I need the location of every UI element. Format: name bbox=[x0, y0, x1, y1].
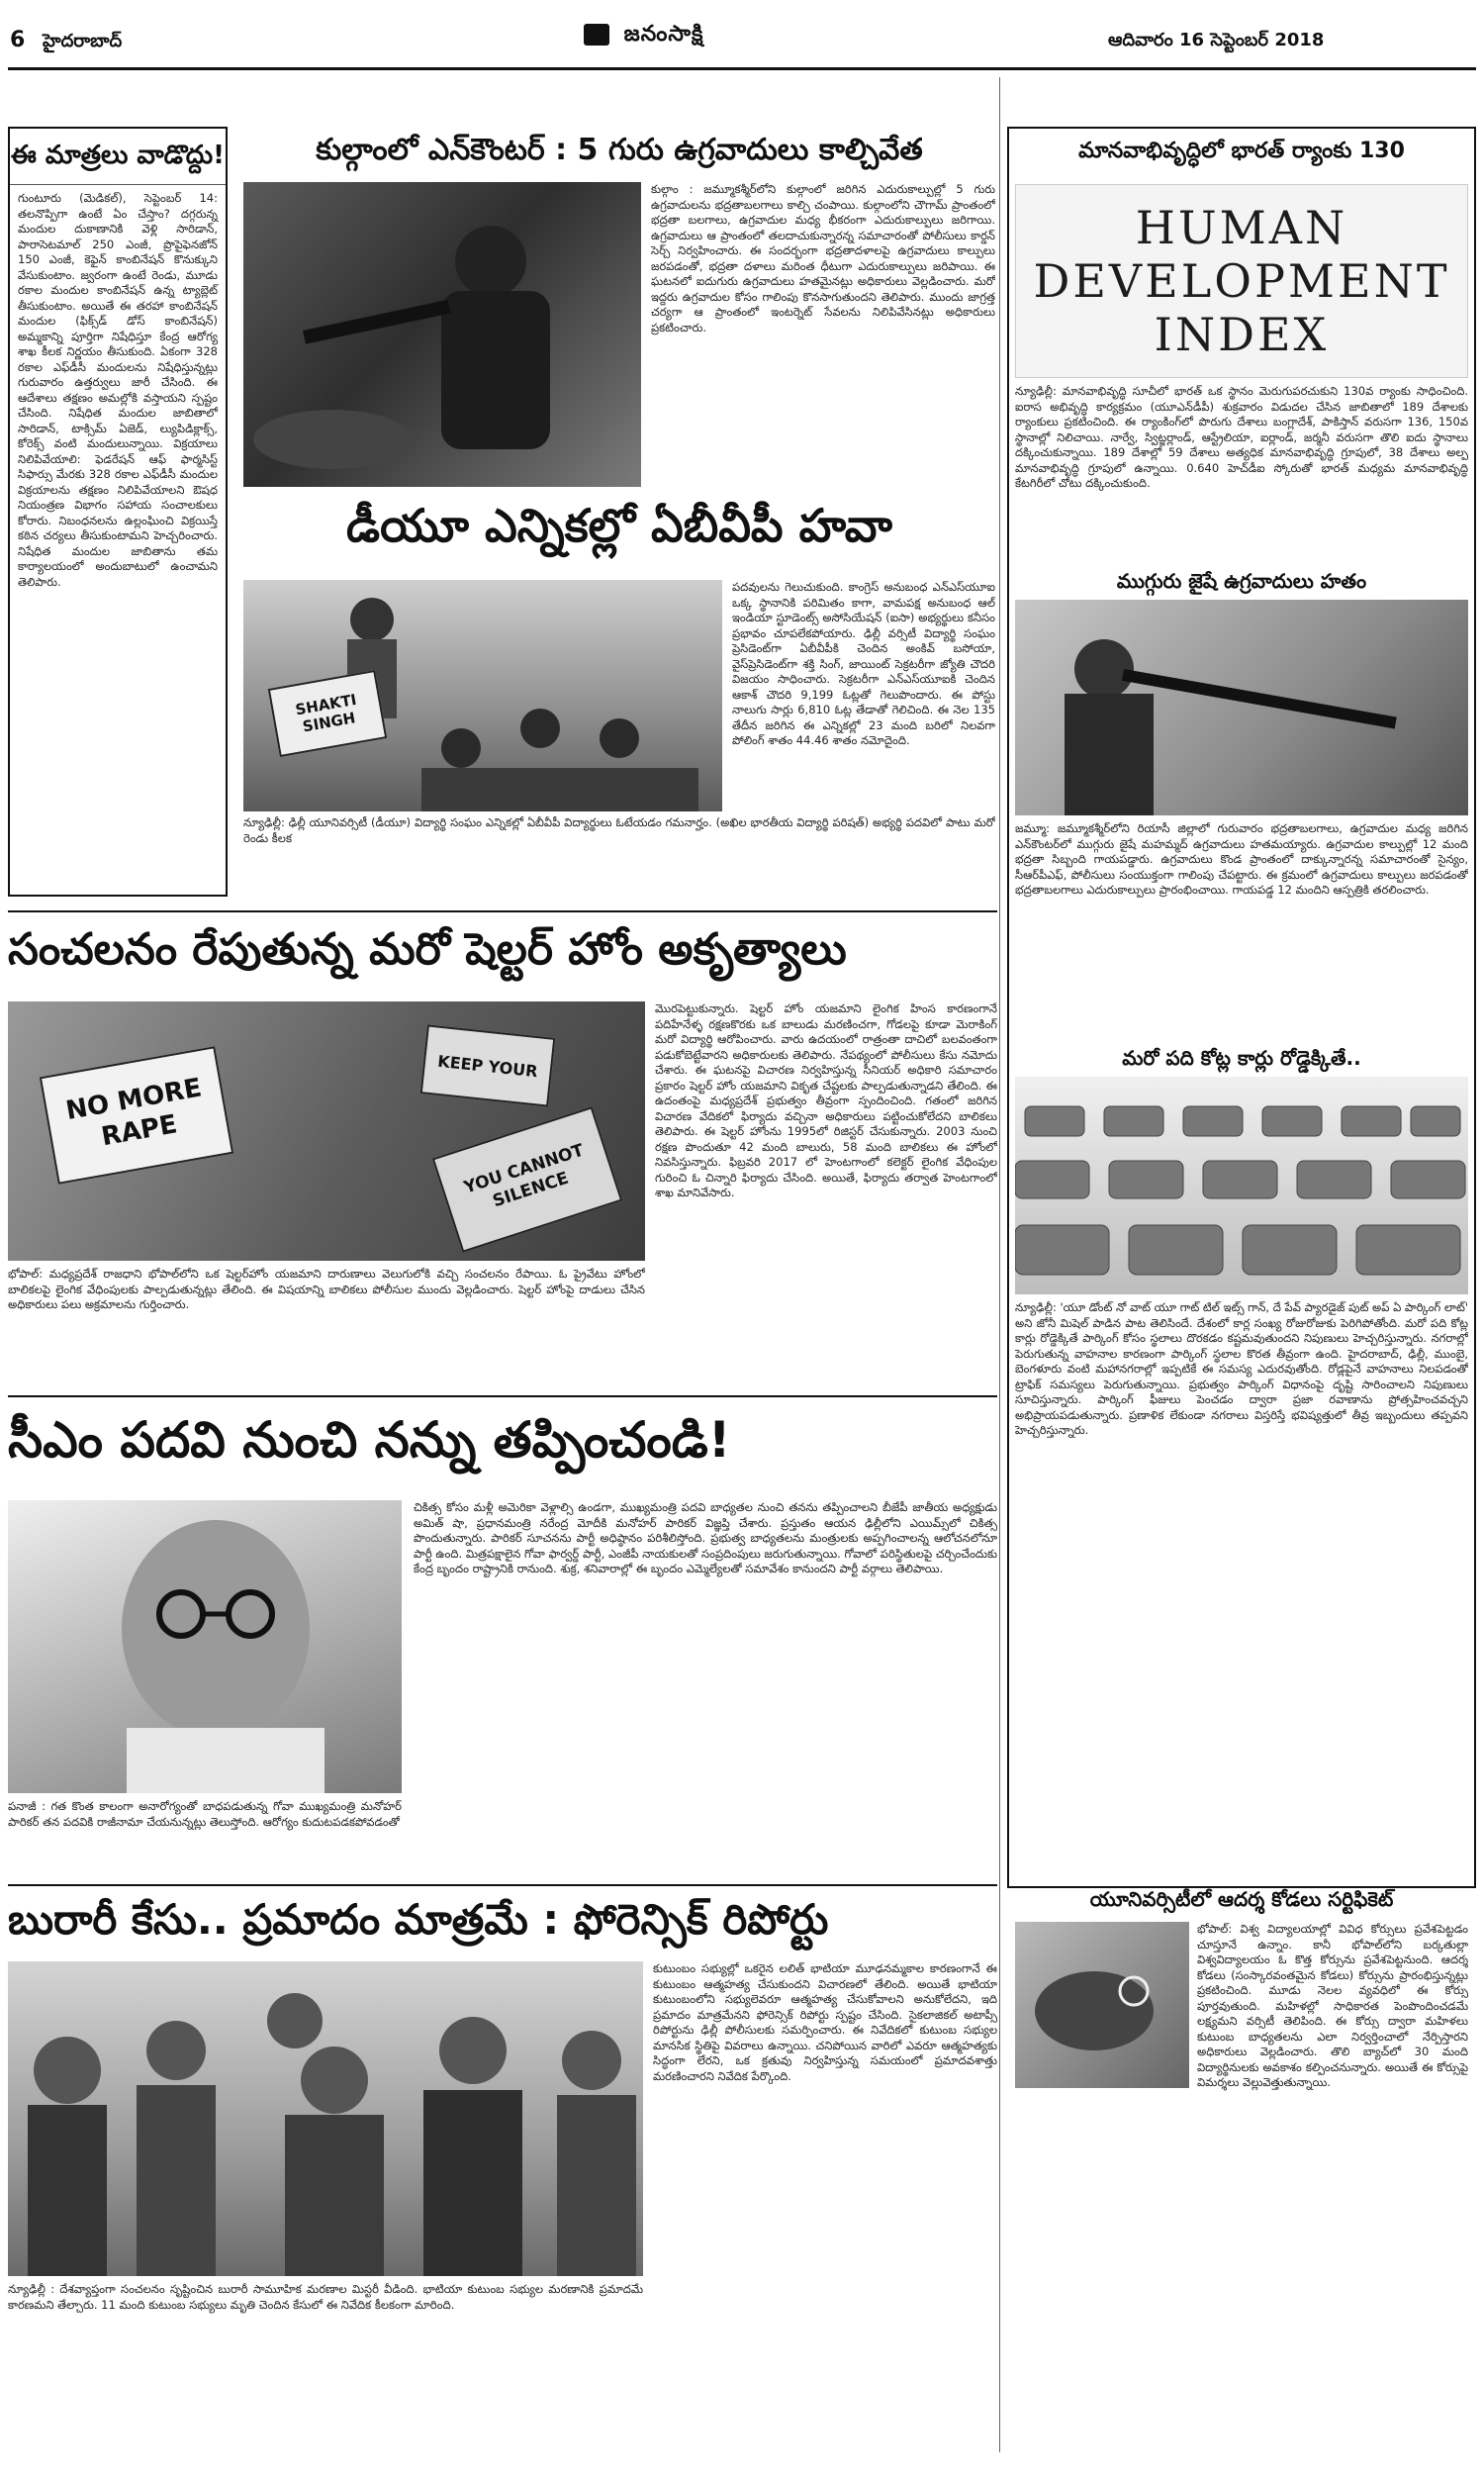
hdi-line: INDEX bbox=[1154, 308, 1330, 361]
shakti-singh-placard: SHAKTI SINGH bbox=[268, 670, 387, 757]
soldier-image-icon bbox=[243, 182, 641, 487]
sidebar-story-body: గుంటూరు (మెడికల్), సెప్టెంబర్ 14: తలనొప్పిగా ఉంటే ఏం చేస్తాం? దగ్గరున్న మందుల దుకాణానికి వెళ్లి సారిడాన్, పారాసెటమాల్ 250 ఎంజీ, ప్రొపైఫెనజోన్ 150 ఎంజీ, కెఫైన్ కాంబినేషన్ కొనుక్కుని వేసుకుంటాం. జ్వరంగా ఉంటే రెండు, మూడు రకాల మందుల కాంబినేషన్ ఉన్న ట్యాబ్లెట్ తీసుకుంటాం. అయితే ఈ తరహా కాంబినేషన్ మందుల (ఫిక్స్‌డ్ డోస్ కాంబినేషన్) అమ్మకాన్ని పూర్తిగా నిషేధిస్తూ కేంద్ర ఆరోగ్య శాఖ కీలక నిర్ణయం తీసుకుంది. ఏకంగా 328 రకాల ఎఫ్‌డీసీ మందులను నిషేధిస్తున్నట్లు గురువారం ఉత్తర్వులు జారీ చేసింది. ఈ ఆదేశాలు తక్షణం అమల్లోకి వస్తాయని స్పష్టం చేసింది. నిషేధిత మందుల జాబితాలో సారిడాన్, టాక్సిమ్ ఏజెడ్, ల్యుపిడిక్లాక్స్, కోరెక్స్ వంటి మందులున్నాయి. విక్రయాలు నిలిపివేయాలి: ఫెడరేషన్ ఆఫ్ ఫార్మసిస్ట్ సిఫార్సు మేరకు 328 రకాల ఎఫ్‌డీసీ మందుల విక్రయాలను తక్షణం నిలిపివేయాలని ఔషధ నియంత్రణ విభాగం సహాయ సంచాలకులు కోరారు. నిబంధనలను ఉల్లంఘించి విక్రయిస్తే కఠిన చర్యలు తీసుకుంటామని హెచ్చరించారు. నిషేధిత మందుల జాబితాను తమ కార్యాలయంలో అందుబాటులో ఉంచామని తెలిపారు. bbox=[18, 191, 218, 589]
section-rule bbox=[8, 910, 997, 912]
hdi-body: న్యూఢిల్లీ: మానవాభివృద్ధి సూచీలో భారత్ ఒక స్థానం మెరుగుపరచుకుని 130వ ర్యాంకు సాధించింది. ఐరాస అభివృద్ధి కార్యక్రమం (యూఎన్‌డీపీ) శుక్రవారం విడుదల చేసిన జాబితాలో 189 దేశాలకు ర్యాంకులు ప్రకటించింది. ఈ ర్యాంకింగ్‌లో పొరుగు దేశాలు బంగ్లాదేశ్, పాకిస్తాన్ వరుసగా 136, 150వ స్థానాల్లో నిలిచాయి. నార్వే, స్విట్జర్లాండ్, ఆస్ట్రేలియా, ఐర్లాండ్, జర్మనీ వరుసగా తొలి ఐదు స్థానాలు దక్కించుకున్నాయి. 189 దేశాల్లో 59 దేశాలు అత్యధిక మానవాభివృద్ధి గ్రూపులో, 38 దేశాలు అల్ప మానవాభివృద్ధి గ్రూపులో ఉన్నాయి. 0.640 హెచ్‌డీఐ స్కోరుతో భారత్ మధ్యమ మానవాభివృద్ధి కేటగిరీలో చోటు దక్కించుకుంది. bbox=[1015, 384, 1468, 490]
encounter-body: కుల్గాం : జమ్మూకశ్మీర్‌లోని కుల్గాంలో జరిగిన ఎదురుకాల్పుల్లో 5 గురు ఉగ్రవాదులను భద్రతాబలగాలు కాల్చి చంపాయి. కుల్గాంలోని చౌగామ్ ప్రాంతంలో భద్రతా బలగాలు, ఉగ్రవాదుల మధ్య భీకరంగా ఎదురుకాల్పులు జరిగాయి. ఉగ్రవాదులు ఆ ప్రాంతంలో తలదాచుకున్నారన్న సమాచారంతో పోలీసులు కార్డన్ సెర్చ్ నిర్వహించారు. ఈ సందర్భంగా భద్రతాదళాలపై ఉగ్రవాదులు కాల్పులు జరపడంతో, భద్రతా దళాలు మరింత ధీటుగా ఎదురుకాల్పులు జరిపాయి. ఈ ఘటనలో ఐదుగురు ఉగ్రవాదులు హతమైనట్లు అధికారులు వెల్లడించారు. మరో ఇద్దరు ఉగ్రవాదుల కోసం గాలింపు కొనసాగుతుందని తెలిపారు. ముందు జాగ్రత్త చర్యగా ఆ ప్రాంతంలో ఇంటర్నెట్ సేవలను నిలిపివేసినట్లు అధికారులు ప్రకటించారు. bbox=[651, 182, 995, 334]
photo-spacer bbox=[1015, 1922, 1197, 2092]
headline-burari: బురారీ కేసు.. ప్రమాదం మాత్రమే : ఫోరెన్సిక్ రిపోర్టు bbox=[8, 1895, 829, 1944]
soldier-rifle-image-icon bbox=[1015, 600, 1468, 815]
encounter-photo bbox=[243, 182, 641, 487]
headline-shelter-home: సంచలనం రేపుతున్న మరో షెల్టర్ హోం అకృత్యాలు bbox=[8, 924, 847, 975]
headline-cars: మరో పది కోట్ల కార్లు రోడ్డెక్కితే.. bbox=[1122, 1046, 1361, 1070]
paper-name: జనంసాక్షి bbox=[584, 22, 704, 51]
ideal-daughter-in-law-text: భోపాల్: విశ్వ విద్యాలయాల్లో వివిధ కోర్సులు ప్రవేశపెట్టడం చూస్తూనే ఉన్నాం. కానీ భోపాల్‌లోని బర్కతుల్లా విశ్వవిద్యాలయం ఓ కొత్త కోర్సును ప్రవేశపెట్టనుంది. ఆదర్శ కోడలు (సంస్కారవంతమైన కోడలు) కోర్సును ప్రారంభిస్తున్నట్లు ప్రకటించింది. మూడు నెలల వ్యవధిలో ఈ కోర్సు పూర్తవుతుంది. మహిళల్లో సాధికారత పెంపొందించడమే లక్ష్యమని వర్సిటీ తెలిపింది. ఈ కోర్సు ద్వారా మహిళలు కుటుంబ బాధ్యతలను ఎలా నిర్వర్తించాలో నేర్పిస్తారని అధికారులు వెల్లడించారు. తొలి బ్యాచ్‌లో 30 మంది విద్యార్థినులకు అవకాశం కల్పించనున్నారు. అయితే ఈ కోర్సుపై విమర్శలు వెల్లువెత్తుతున్నాయి. bbox=[1197, 1922, 1468, 2089]
page-number: 6 bbox=[10, 28, 26, 52]
sidebar-story-pills bbox=[8, 127, 228, 897]
family-image-icon bbox=[8, 1961, 643, 2276]
column-rule bbox=[999, 77, 1000, 2452]
burari-body: కుటుంబం సభ్యుల్లో ఒకరైన లలిత్ భాటియా మూఢనమ్మకాల కారణంగానే ఈ కుటుంబం ఆత్మహత్య చేసుకుందని విచారణలో తేలింది. అయితే భాటియా కుటుంబంలోని సభ్యులెవరూ ఆత్మహత్య చేసుకోవాలని అనుకోలేదని, ఇది ప్రమాదం మాత్రమేనని ఫోరెన్సిక్ రిపోర్టు స్పష్టం చేసింది. సైకలాజికల్ అటాప్సీ రిపోర్టును ఢిల్లీ పోలీసులకు సమర్పించారు. ఈ నివేదికలో కుటుంబ సభ్యుల మానసిక స్థితిపై వివరాలు ఉన్నాయి. చనిపోయిన వారిలో ఎవరూ ఆత్మహత్యకు సిద్ధంగా లేరని, ఒక క్రతువు నిర్వహిస్తున్న సమయంలో ప్రమాదవశాత్తు మరణించారని నివేదిక పేర్కొంది. bbox=[653, 1961, 997, 2083]
du-elections-body: పదవులను గెలుచుకుంది. కాంగ్రెస్ అనుబంధ ఎన్‌ఎస్‌యూఐ ఒక్క స్థానానికి పరిమితం కాగా, వామపక్ష అనుబంధ ఆల్ ఇండియా స్టూడెంట్స్ అసోసియేషన్ (ఐసా) అభ్యర్థులు కనీసం ప్రభావం చూపలేకపోయారు. ఢిల్లీ వర్సిటీ విద్యార్థి సంఘం ప్రెసిడెంట్‌గా ఏబీవీపీకి చెందిన అంకివ్ బసోయా, వైస్‌ప్రెసిడెంట్‌గా శక్తి సింగ్, జాయింట్ సెక్రటరీగా జ్యోతి చౌదరి విజయం సాధించారు. సెక్రటరీగా ఎన్‌ఎస్‌యూఐకి చెందిన ఆకాశ్ చౌదరి 9,199 ఓట్లతో గెలుపొందారు. ఈ పోస్టు నాలుగు సార్లు 6,810 ఓట్ల తేడాతో గెలిచింది. ఈ నెల 135 తేదీన జరిగిన ఈ ఎన్నికల్లో 23 మంది బరిలో నిలవగా పోలింగ్ శాతం 44.46 శాతం నమోదైంది. bbox=[732, 580, 995, 747]
ideal-daughter-in-law-body bbox=[1015, 1922, 1468, 2337]
headline-encounter: కుల్గాంలో ఎన్‌కౌంటర్ : 5 గురు ఉగ్రవాదులు కాల్చివేత bbox=[316, 133, 923, 167]
hdi-line: DEVELOPMENT bbox=[1033, 254, 1450, 308]
protest-photo bbox=[8, 1001, 645, 1261]
hdi-image bbox=[1015, 184, 1468, 378]
du-elections-photo bbox=[243, 580, 722, 811]
issue-date: ఆదివారం 16 సెప్టెంబర్ 2018 bbox=[1108, 30, 1325, 50]
shelter-home-body: మొరపెట్టుకున్నారు. షెల్టర్ హోం యజమాని లైంగిక హింస కారణంగానే పదిహేనేళ్ళ రక్షణకొరకు ఒక బాలుడు మరణించగా, గోడలపై కూడా మెరాకింగ్ మరో విద్యార్థి ఆరోపించారు. వారు ఉదయంలో రాత్రంతా దాచిలో బలవంతంగా పడుకోబెట్టేవారని అధికారులకు తెలిపారు. నేపథ్యంలో పోలీసులు కేసు నమోదు చేశారు. ఈ ఘటనపై విచారణ నిర్వహిస్తున్న సీనియర్ అధికారి సమాచారం ప్రకారం షెల్టర్ హోం యజమాని వికృత చేష్టలకు పాల్పడుతున్నాడని తేలింది. ఈ ఉదంతంపై మధ్యప్రదేశ్ ప్రభుత్వం తీవ్రంగా స్పందించింది. గతంలో జరిగిన విచారణ వేదికలో ఫిర్యాదు వచ్చినా అధికారులు పట్టించుకోలేదని బాలికలు తెలిపారు. ఈ షెల్టర్ హోంను 1995లో రిజిస్టర్ చేసుకున్నారు. 2003 నుంచి రక్షణ పొందుతూ 42 మంది బాలురు, 58 మంది బాలికలు ఈ హోంలో నివసిస్తున్నారు. ఫిబ్రవరి 2017 లో హెంటగాంలో కలెక్టర్ లైంగిక వేధింపుల గురించి ఓ చిన్నారి ఫిర్యాదు చేసింది. అయితే, ఫిర్యాదు తర్వాత హెంటగాంలో శాఖ మానివేసారు. bbox=[655, 1001, 997, 1199]
headline-ideal-daughter-in-law: యూనివర్సిటీలో ఆదర్శ కోడలు సర్టిఫికెట్ bbox=[1089, 1887, 1394, 1911]
headline-hdi: మానవాభివృద్ధిలో భారత్ ర్యాంకు 130 bbox=[1078, 139, 1405, 163]
sidebar-story-title: ఈ మాత్రలు వాడొద్దు! bbox=[10, 129, 226, 185]
jaish-body: జమ్మూ: జమ్మూకశ్మీర్‌లోని రియాసీ జిల్లాలో గురువారం భద్రతాబలగాలు, ఉగ్రవాదుల మధ్య జరిగిన ఎన్‌కౌంటర్‌లో ముగ్గురు జైషే మహమ్మద్ ఉగ్రవాదులు హతమయ్యారు. ఉగ్రవాదుల కాల్పుల్లో 12 మంది భద్రతా సిబ్బంది గాయపడ్డారు. ఉగ్రవాదులు కొండ ప్రాంతంలో దాక్కున్నారన్న సమాచారంతో సైన్యం, సీఆర్‌పీఎఫ్, పోలీసులు సంయుక్తంగా గాలింపు చేపట్టారు. ఈ క్రమంలో ఉగ్రవాదులు కాల్పులు జరపడంతో భద్రతాబలగాలు ఎదురుకాల్పులు ప్రారంభించాయి. గాయపడ్డ 12 మందిని ఆస్పత్రికి తరలించారు. bbox=[1015, 821, 1468, 897]
hdi-line: HUMAN bbox=[1135, 201, 1348, 254]
section-rule bbox=[8, 1884, 997, 1886]
jaish-photo bbox=[1015, 600, 1468, 815]
cars-body: న్యూఢిల్లీ: 'యూ డోంట్ నో వాట్ యూ గాట్ టిల్ ఇట్స్ గాన్, దే పేవ్ ప్యారడైజ్ పుట్ అప్ ఏ పార్కింగ్ లాట్' అని జోనీ మిషెల్ పాడిన పాట తెలిసిందే. దేశంలో కార్ల సంఖ్య రోజురోజుకు పెరిగిపోతోంది. మరో పది కోట్ల కార్లు రోడ్డెక్కితే పార్కింగ్ కోసం స్థలాలు దొరకడం కష్టమవుతుందని నిపుణులు హెచ్చరిస్తున్నారు. నగరాల్లో పెరుగుతున్న వాహనాల కారణంగా పార్కింగ్ స్థలాల కొరత తీవ్రంగా ఉంది. హైదరాబాద్, ఢిల్లీ, ముంబై, బెంగళూరు వంటి మహానగరాల్లో ఇప్పటికే ఈ సమస్య ఎదురవుతోంది. రోడ్లపైనే వాహనాలు నిలపడంతో ట్రాఫిక్ సమస్యలు పెరుగుతున్నాయి. ప్రభుత్వం పార్కింగ్ విధానంపై దృష్టి సారించాలని నిపుణులు సూచిస్తున్నారు. పార్కింగ్ ఫీజులు పెంచడం ద్వారా ప్రజా రవాణాను ప్రోత్సహించవచ్చని అభిప్రాయపడుతున్నారు. ప్రణాళిక లేకుండా నగరాలు విస్తరిస్తే భవిష్యత్తులో తీవ్ర ఇబ్బందులు తప్పవని హెచ్చరిస్తున్నారు. bbox=[1015, 1300, 1468, 1437]
cm-resign-body: చికిత్స కోసం మళ్లీ అమెరికా వెళ్లాల్సి ఉండగా, ముఖ్యమంత్రి పదవి బాధ్యతల నుంచి తనను తప్పించాలని బీజేపీ జాతీయ అధ్యక్షుడు అమిత్ షా, ప్రధానమంత్రి నరేంద్ర మోదీకి మనోహర్ పారికర్ విజ్ఞప్తి చేశారు. ప్రస్తుతం ఆయన ఢిల్లీలోని ఎయిమ్స్‌లో చికిత్స పొందుతున్నారు. పారికర్ సూచనను పార్టీ అధిష్ఠానం పరిశీలిస్తోంది. ప్రభుత్వ బాధ్యతలను మంత్రులకు అప్పగించాలన్న ఆలోచనలోనూ పార్టీ ఉంది. మిత్రపక్షాలైన గోవా ఫార్వర్డ్ పార్టీ, ఎంజీపీ నాయకులతో సంప్రదింపులు జరుగుతున్నాయి. గోవాలో పరిస్థితులపై చర్చించేందుకు కేంద్ర బృందం రాష్ట్రానికి రానుంది. శుక్ర, శనివారాల్లో ఈ బృందం ఎమ్మెల్యేలతో సమావేశం కానుందని పార్టీ వర్గాలు తెలిపాయి. bbox=[414, 1500, 997, 1575]
burari-family-photo bbox=[8, 1961, 643, 2276]
headline-jaish: ముగ్గురు జైషే ఉగ్రవాదులు హతం bbox=[1116, 569, 1367, 593]
paper-logo-icon bbox=[584, 24, 609, 46]
burari-caption: న్యూఢిల్లీ : దేశవ్యాప్తంగా సంచలనం సృష్టించిన బురారీ సామూహిక మరణాల మిస్టరీ వీడింది. భాటియా కుటుంబ సభ్యుల మరణానికి ప్రమాదమే కారణమని తేల్చారు. 11 మంది కుటుంబ సభ్యులు మృతి చెందిన కేసులో ఈ నివేదిక కీలకంగా మారింది. bbox=[8, 2282, 643, 2312]
edition-name: హైదరాబాద్ bbox=[42, 31, 123, 51]
you-cannot-silence-placard: YOU CANNOT SILENCE bbox=[432, 1106, 623, 1253]
traffic-photo bbox=[1015, 1077, 1468, 1294]
masthead-rule bbox=[8, 67, 1476, 70]
cars-image-icon bbox=[1015, 1077, 1468, 1294]
du-elections-caption: న్యూఢిల్లీ: ఢిల్లీ యూనివర్సిటీ (డీయూ) విద్యార్థి సంఘం ఎన్నికల్లో ఏబీవీపీ విద్యార్థులు ఓటేయడం గమనార్హం. (అఖిల భారతీయ విద్యార్థి పరిషత్) అభ్యర్థి పదవిలో పాటు మరో రెండు కీలక bbox=[243, 815, 995, 845]
headline-cm-resign: సీఎం పదవి నుంచి నన్ను తప్పించండి! bbox=[8, 1411, 731, 1469]
portrait-image-icon bbox=[8, 1500, 402, 1793]
parrikar-photo bbox=[8, 1500, 402, 1793]
cm-resign-caption: పనాజీ : గత కొంత కాలంగా అనారోగ్యంతో బాధపడుతున్న గోవా ముఖ్యమంత్రి మనోహర్ పారికర్ తన పదవికి రాజీనామా చేయనున్నట్లు తెలుస్తోంది. ఆరోగ్యం కుదుటపడకపోవడంతో bbox=[8, 1799, 402, 1829]
no-more-rape-placard: NO MORE RAPE bbox=[40, 1046, 233, 1185]
section-rule bbox=[8, 1395, 997, 1397]
page-number-edition bbox=[10, 28, 122, 55]
shelter-home-caption: భోపాల్: మధ్యప్రదేశ్ రాజధాని భోపాల్‌లోని ఒక షెల్టర్‌హోం యజమాని దారుణాలు వెలుగులోకి వచ్చి సంచలనం రేపాయి. ఓ ప్రైవేటు హోంలో బాలికలపై లైంగిక వేధింపులకు పాల్పడుతున్నట్లు తేలింది. ఈ విషయాన్ని బాలికలు పోలీసుల ముందు వెల్లడించారు. షెల్టర్ హోంపై దాడులు చేసిన అధికారులు పలు అక్రమాలను గుర్తించారు. bbox=[8, 1267, 645, 1311]
headline-du-elections: డీయూ ఎన్నికల్లో ఏబీవీపీ హవా bbox=[346, 499, 892, 552]
keep-your-placard: KEEP YOUR bbox=[420, 1024, 556, 1106]
